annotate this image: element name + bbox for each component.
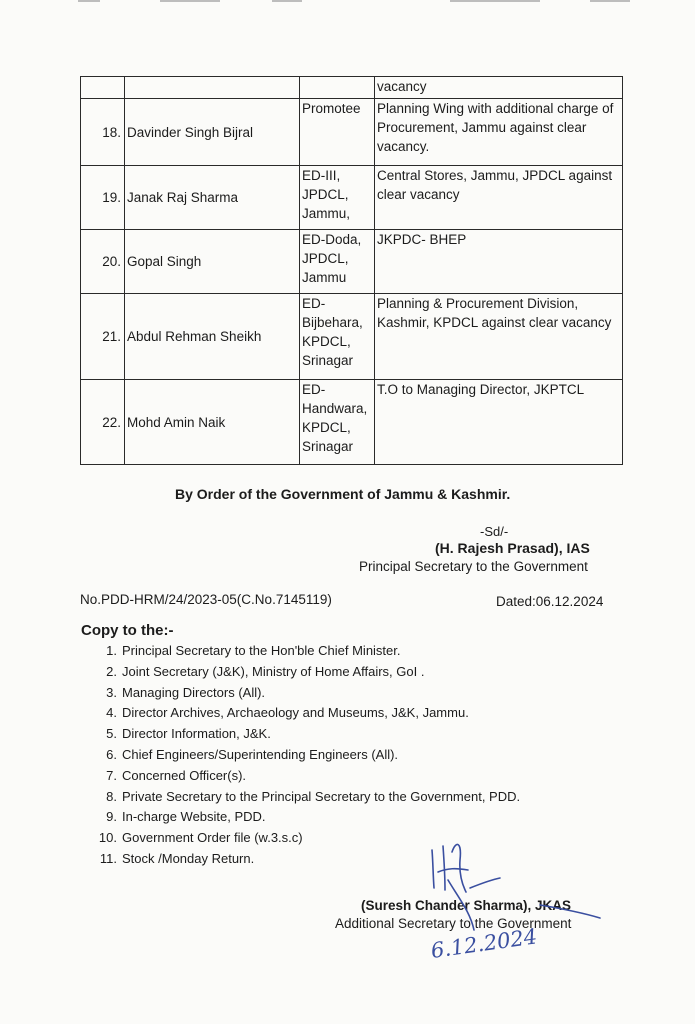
- present-designation: ED-Handwara, KPDCL, Srinagar: [300, 380, 375, 465]
- posting-cell: Planning Wing with additional charge of Procurement, Jammu against clear vacancy.: [375, 99, 623, 166]
- officer-name: Janak Raj Sharma: [125, 166, 300, 230]
- present-designation: ED-III, JPDCL, Jammu,: [300, 166, 375, 230]
- list-item: 3. Managing Directors (All).: [106, 684, 266, 700]
- handwritten-date: 6.12.2024: [429, 924, 539, 963]
- officer-name: Mohd Amin Naik: [125, 380, 300, 465]
- serial-number: 20.: [81, 230, 125, 294]
- list-item: 9. In-charge Website, PDD.: [106, 809, 266, 825]
- signatory-designation: Principal Secretary to the Government: [359, 559, 588, 574]
- serial-number: 22.: [81, 380, 125, 465]
- officer-name: Davinder Singh Bijral: [125, 99, 300, 166]
- posting-cell: JKPDC- BHEP: [375, 230, 623, 294]
- list-item: 11. Stock /Monday Return.: [99, 850, 255, 866]
- signed-mark: -Sd/-: [480, 524, 509, 539]
- list-item: 2. Joint Secretary (J&K), Ministry of Home Affairs, GoI .: [106, 663, 425, 679]
- order-reference-number: No.PDD-HRM/24/2023-05(C.No.7145119): [80, 592, 332, 607]
- order-date: Dated:06.12.2024: [496, 594, 604, 609]
- list-item: 6. Chief Engineers/Superintending Engineers (All).: [106, 746, 399, 762]
- posting-cell: Planning & Procurement Division, Kashmir, KPDCL against clear vacancy: [375, 294, 623, 380]
- list-item: 7. Concerned Officer(s).: [106, 767, 247, 783]
- second-signatory-designation: Additional Secretary to the Government: [335, 916, 572, 931]
- serial-number: 19.: [81, 166, 125, 230]
- list-item: 10. Government Order file (w.3.s.c): [98, 830, 303, 846]
- present-designation: Promotee: [300, 99, 375, 166]
- second-signatory-name: (Suresh Chander Sharma), JKAS: [361, 898, 572, 913]
- list-item: 1. Principal Secretary to the Hon'ble Chief Minister.: [106, 643, 401, 658]
- present-designation: ED-Doda, JPDCL, Jammu: [300, 230, 375, 294]
- officer-name: Gopal Singh: [125, 230, 300, 294]
- signatory-name: (H. Rajesh Prasad), IAS: [435, 540, 590, 556]
- order-authority-line: By Order of the Government of Jammu & Kashmir.: [175, 486, 511, 502]
- present-designation: ED-Bijbehara, KPDCL, Srinagar: [300, 294, 375, 380]
- serial-number: 18.: [81, 99, 125, 166]
- posting-cell: Central Stores, Jammu, JPDCL against clear vacancy: [375, 166, 623, 230]
- officer-name: Abdul Rehman Sheikh: [125, 294, 300, 380]
- copy-to-heading: Copy to the:-: [81, 622, 174, 639]
- list-item: 5. Director Information, J&K.: [106, 726, 271, 742]
- serial-number: 21.: [81, 294, 125, 380]
- posting-cell: T.O to Managing Director, JKPTCL: [375, 380, 623, 465]
- list-item: 4. Director Archives, Archaeology and Museums, J&K, Jammu.: [106, 705, 469, 721]
- posting-cell: vacancy: [375, 77, 623, 99]
- list-item: 8. Private Secretary to the Principal Secretary to the Government, PDD.: [106, 788, 521, 804]
